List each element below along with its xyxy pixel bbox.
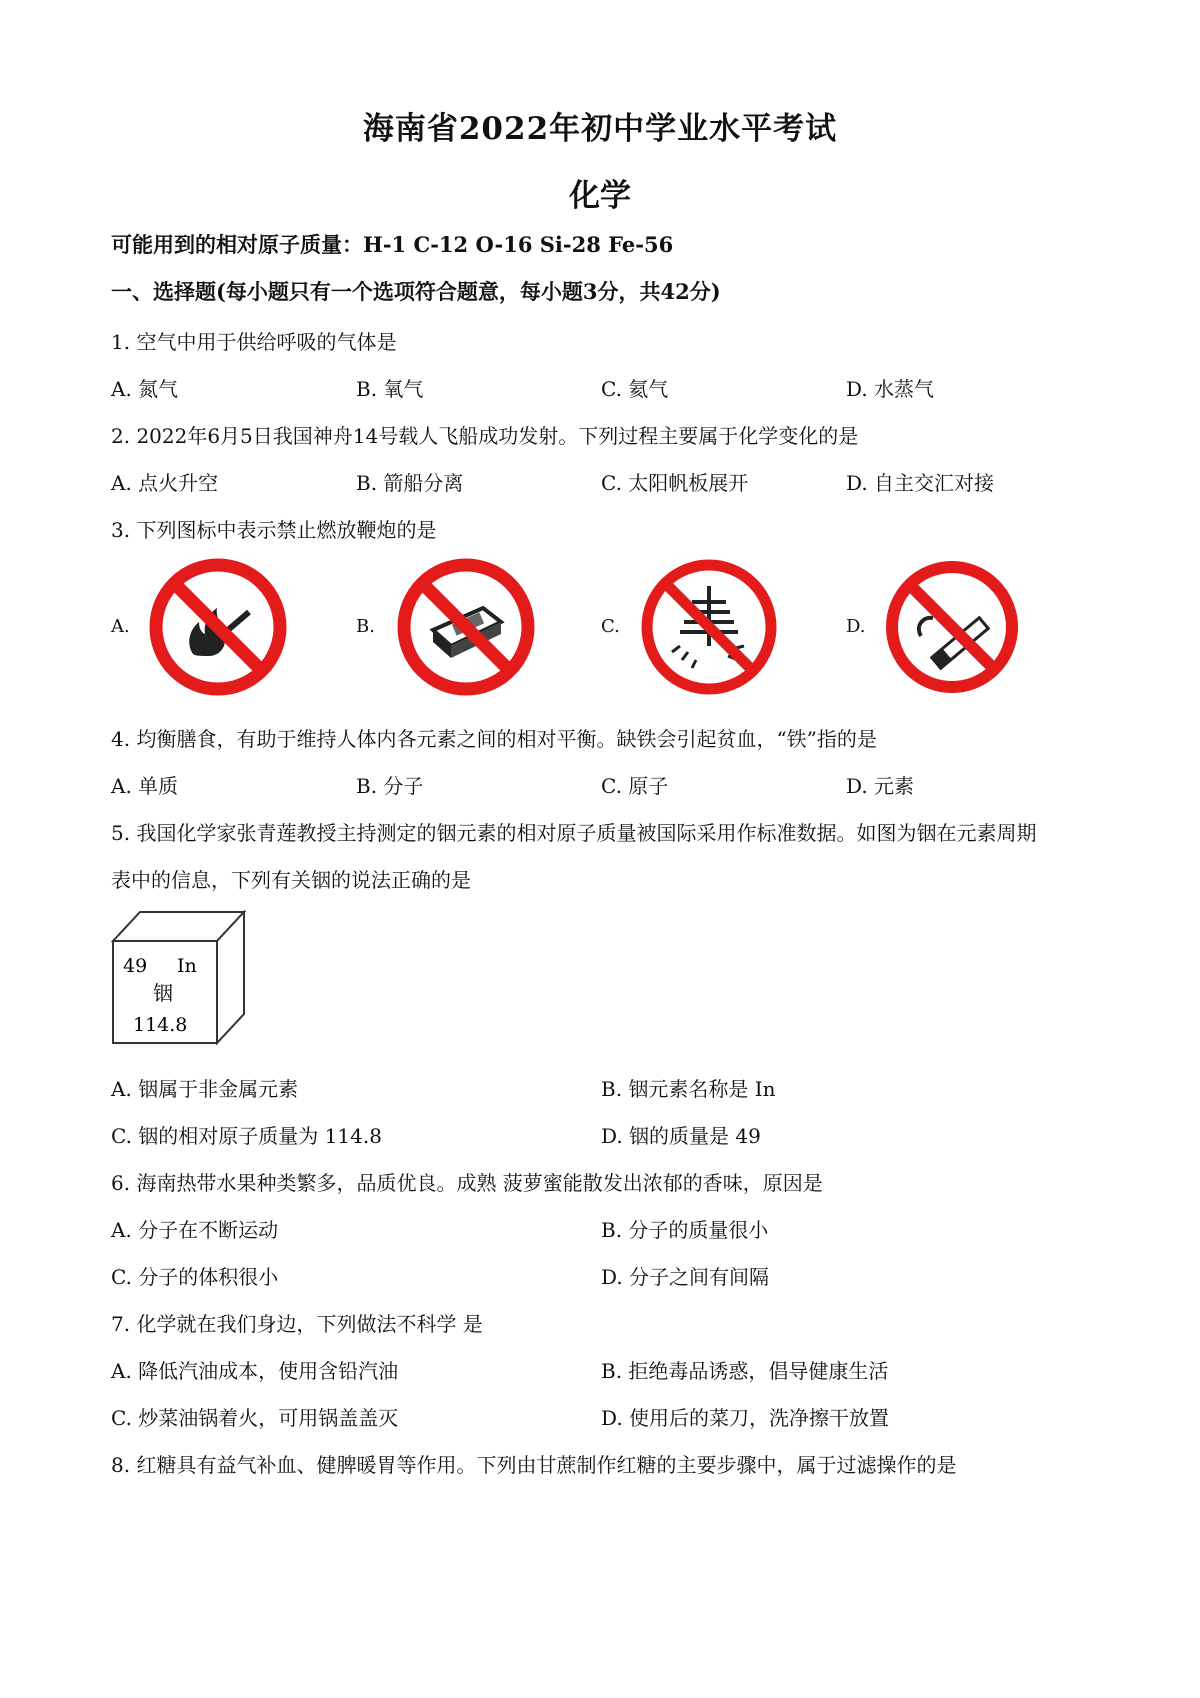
option-d: D. 水蒸气 xyxy=(846,377,935,401)
element-name: 铟 xyxy=(153,981,173,1005)
option-c: C. 氦气 xyxy=(601,377,669,401)
exam-title: 海南省2022年初中学业水平考试 xyxy=(362,111,838,147)
option-c-label: C. xyxy=(601,616,620,637)
no-smoking-sign-icon xyxy=(881,556,1023,698)
no-firecrackers-sign-icon xyxy=(638,556,780,698)
element-symbol: In xyxy=(177,955,197,977)
option-c: C. 分子的体积很小 xyxy=(111,1265,279,1289)
option-d: D. 元素 xyxy=(846,774,915,798)
option-c: C. 铟的相对原子质量为 114.8 xyxy=(111,1124,382,1148)
subject-title: 化学 xyxy=(569,178,631,214)
option-d: D. 使用后的菜刀，洗净擦干放置 xyxy=(601,1406,890,1430)
option-d: D. 自主交汇对接 xyxy=(846,471,995,495)
atomic-mass: 114.8 xyxy=(133,1014,188,1036)
question-stem: 8. 红糖具有益气补血、健脾暖胃等作用。下列由甘蔗制作红糖的主要步骤中，属于过滤操作的是 xyxy=(111,1453,957,1477)
option-c: C. 原子 xyxy=(601,774,669,798)
option-a: A. 点火升空 xyxy=(111,471,219,495)
option-a: A. 降低汽油成本，使用含铅汽油 xyxy=(111,1359,399,1383)
question-stem-continued: 表中的信息，下列有关铟的说法正确的是 xyxy=(111,868,471,892)
no-open-flame-sign-icon xyxy=(147,556,289,698)
option-c: C. 炒菜油锅着火，可用锅盖盖灭 xyxy=(111,1406,399,1430)
option-b: B. 氧气 xyxy=(356,377,424,401)
option-d: D. 分子之间有间隔 xyxy=(601,1265,770,1289)
atomic-number: 49 xyxy=(123,955,148,977)
question-stem: 1. 空气中用于供给呼吸的气体是 xyxy=(111,330,397,354)
option-b-label: B. xyxy=(356,616,375,637)
question-stem: 4. 均衡膳食，有助于维持人体内各元素之间的相对平衡。缺铁会引起贫血，“铁”指的是 xyxy=(111,727,877,751)
question-stem: 5. 我国化学家张青莲教授主持测定的铟元素的相对原子质量被国际采用作标准数据。如图为铟在元素周期 xyxy=(111,821,1037,845)
option-c: C. 太阳帆板展开 xyxy=(601,471,749,495)
question-stem: 3. 下列图标中表示禁止燃放鞭炮的是 xyxy=(111,518,437,542)
atomic-masses: 可能用到的相对原子质量：H-1 C-12 O-16 Si-28 Fe-56 xyxy=(111,232,674,257)
option-d-label: D. xyxy=(846,616,866,637)
question-stem: 6. 海南热带水果种类繁多，品质优良。成熟 菠萝蜜能散发出浓郁的香味，原因是 xyxy=(111,1171,823,1195)
question-stem: 7. 化学就在我们身边，下列做法不科学 是 xyxy=(111,1312,483,1336)
option-a: A. 分子在不断运动 xyxy=(111,1218,279,1242)
option-a-label: A. xyxy=(111,616,130,637)
option-b: B. 铟元素名称是 In xyxy=(601,1077,776,1101)
option-b: B. 分子的质量很小 xyxy=(601,1218,769,1242)
option-d: D. 铟的质量是 49 xyxy=(601,1124,761,1148)
option-b: B. 拒绝毒品诱惑，倡导健康生活 xyxy=(601,1359,889,1383)
no-matches-sign-icon xyxy=(395,556,537,698)
element-card-indium xyxy=(111,910,246,1045)
option-a: A. 氮气 xyxy=(111,377,179,401)
section-heading: 一、选择题(每小题只有一个选项符合题意，每小题3分，共42分) xyxy=(111,279,721,304)
option-a: A. 单质 xyxy=(111,774,179,798)
option-b: B. 分子 xyxy=(356,774,424,798)
question-stem: 2. 2022年6月5日我国神舟14号载人飞船成功发射。下列过程主要属于化学变化的是 xyxy=(111,424,859,448)
option-a: A. 铟属于非金属元素 xyxy=(111,1077,299,1101)
option-b: B. 箭船分离 xyxy=(356,471,464,495)
